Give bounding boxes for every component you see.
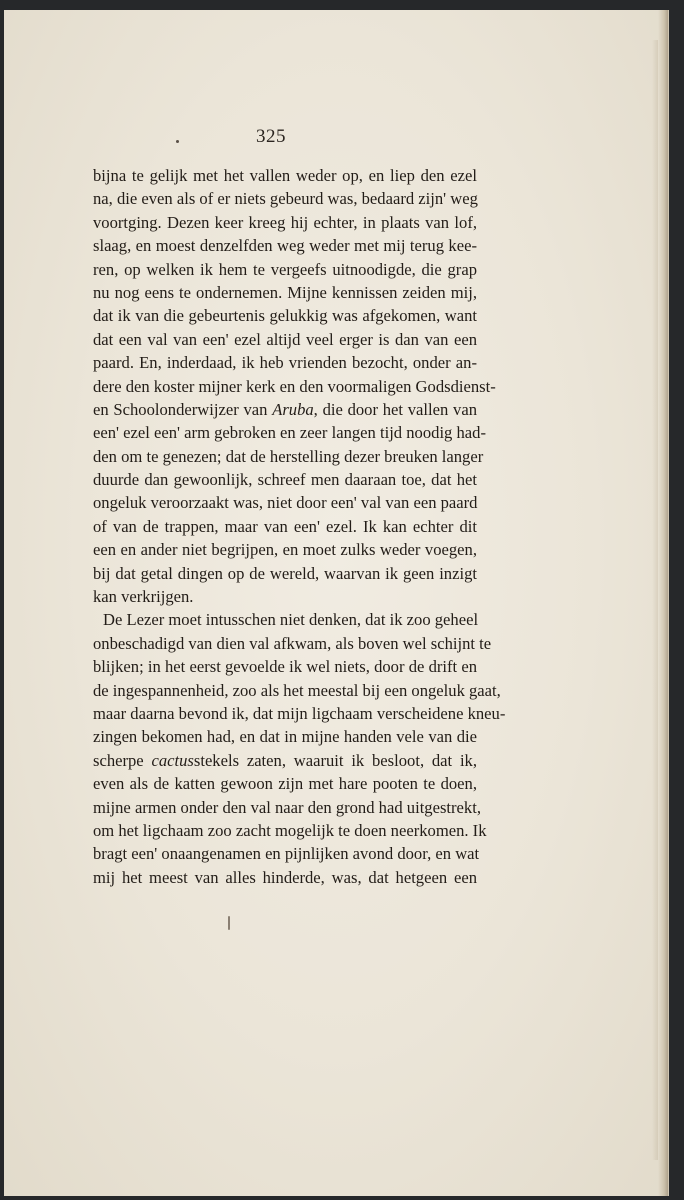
italic-place-name: Aruba [272, 399, 314, 419]
page-body-text [93, 164, 506, 889]
text-line: bragt een' onaangenamen en pijnlijken avond door, en wat [93, 844, 480, 864]
text-segment: , die door het vallen van [313, 399, 477, 419]
text-segment: stekels zaten, waaruit ik besloot, dat ik, [193, 750, 477, 770]
text-line: even als de katten gewoon zijn met hare pooten te doen, [93, 774, 477, 794]
text-segment: en Schoolonderwijzer van [93, 399, 273, 419]
text-line: om het ligchaam zoo zacht mogelijk te doen neerkomen. Ik [93, 820, 487, 840]
text-line: mij het meest van alles hinderde, was, dat hetgeen een [93, 867, 477, 887]
text-line: mijne armen onder den val naar den grond had uitgestrekt, [93, 797, 481, 817]
text-line: kan verkrijgen. [93, 587, 194, 607]
text-line: blijken; in het eerst gevoelde ik wel niets, door de drift en [93, 657, 477, 677]
text-line: onbeschadigd van dien val afkwam, als boven wel schijnt te [93, 633, 492, 653]
text-line: slaag, en moest denzelfden weg weder met mij terug kee- [93, 236, 477, 256]
text-line: na, die even als of er niets gebeurd was, bedaard zijn' weg [93, 189, 478, 209]
text-line: maar daarna bevond ik, dat mijn ligchaam verscheidene kneu- [93, 703, 506, 723]
text-line: paard. En, inderdaad, ik heb vrienden bezocht, onder an- [93, 353, 477, 373]
text-line: de ingespannenheid, zoo als het meestal bij een ongeluk gaat, [93, 680, 501, 700]
text-line: ren, op welken ik hem te vergeefs uitnoodigde, die grap [93, 259, 477, 279]
text-line: voortging. Dezen keer kreeg hij echter, in plaats van lof, [93, 212, 477, 232]
text-line: dat ik van die gebeurtenis gelukkig was afgekomen, want [93, 306, 477, 326]
text-line: een en ander niet begrijpen, en moet zulks weder voegen, [93, 540, 477, 560]
page-edge [658, 10, 668, 1196]
text-line: den om te genezen; dat de herstelling dezer breuken langer [93, 446, 484, 466]
text-line: De Lezer moet intusschen niet denken, dat ik zoo geheel [103, 610, 479, 630]
text-line: of van de trappen, maar van een' ezel. Ik kan echter dit [93, 516, 477, 536]
text-line: ongeluk veroorzaakt was, niet door een' val van een paard [93, 493, 478, 513]
text-line [93, 398, 477, 421]
text-line: dere den koster mijner kerk en den voormaligen Godsdienst- [93, 376, 496, 396]
text-segment: scherpe [93, 750, 152, 770]
text-line: bij dat getal dingen op de wereld, waarvan ik geen inzigt [93, 563, 477, 583]
text-line: dat een val van een' ezel altijd veel erger is dan van een [93, 329, 477, 349]
text-line: bijna te gelijk met het vallen weder op, en liep den ezel [93, 166, 477, 185]
text-line: nu nog eens te ondernemen. Mijne kennissen zeiden mij, [93, 282, 477, 302]
ink-speck [176, 140, 179, 143]
italic-word: cactus [151, 750, 194, 770]
text-line: een' ezel een' arm gebroken en zeer langen tijd noodig had- [93, 423, 486, 443]
text-line [93, 749, 477, 772]
text-line: duurde dan gewoonlijk, schreef men daaraan toe, dat het [93, 470, 477, 490]
page-number: 325 [256, 126, 286, 147]
text-line: zingen bekomen had, en dat in mijne handen vele van die [93, 727, 477, 747]
book-page [4, 10, 668, 1196]
ink-speck [228, 916, 230, 930]
